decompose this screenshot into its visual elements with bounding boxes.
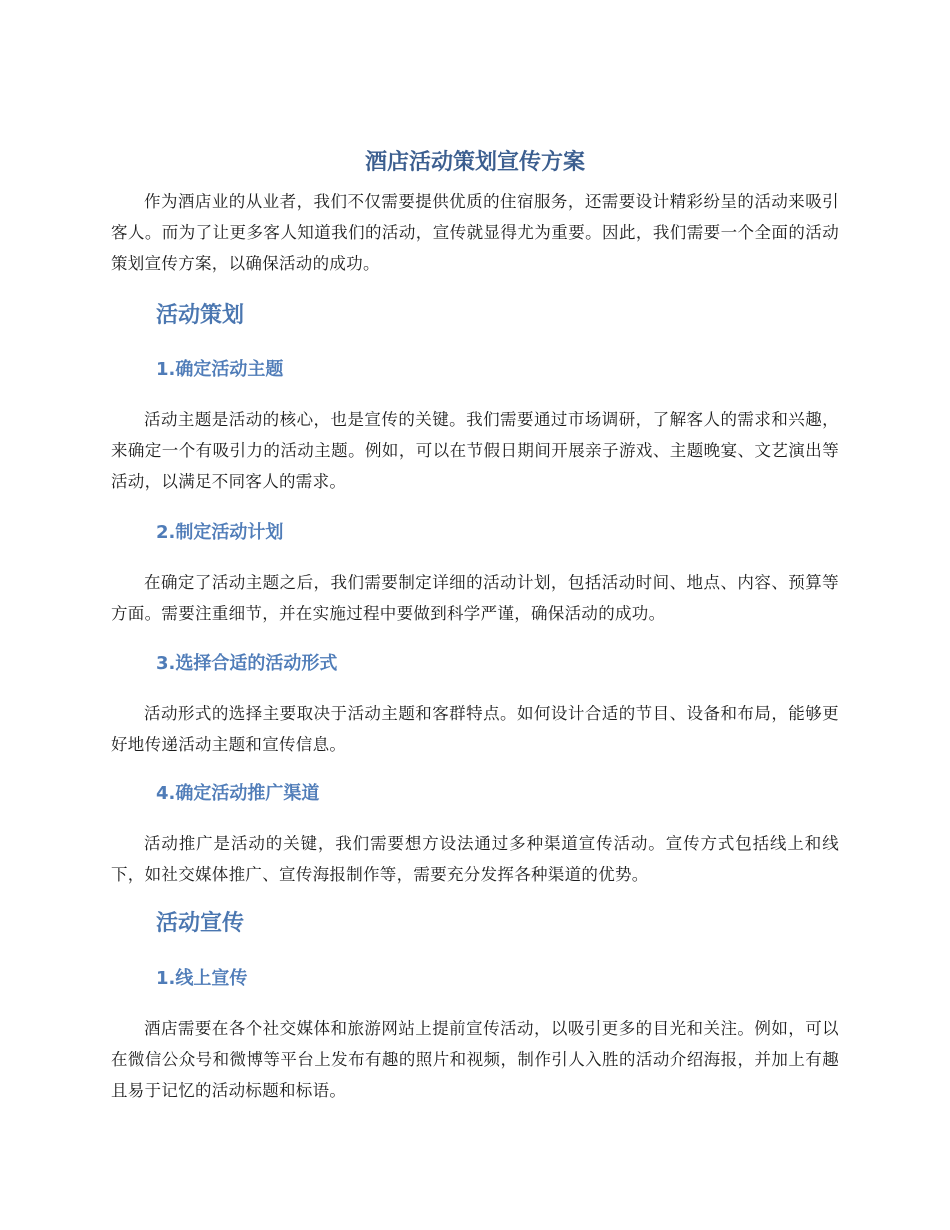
subsection-heading-plan: 2.制定活动计划 <box>156 522 284 543</box>
subsection-heading-online: 1.线上宣传 <box>156 968 248 989</box>
section-heading-promotion: 活动宣传 <box>156 911 245 936</box>
subsection-body-format: 活动形式的选择主要取决于活动主题和客群特点。如何设计合适的节目、设备和布局，能够更好地传递活动主题和宣传信息。 <box>111 704 839 754</box>
subsection-heading-format: 3.选择合适的活动形式 <box>156 653 338 674</box>
subsection-body-channels: 活动推广是活动的关键，我们需要想方设法通过多种渠道宣传活动。宣传方式包括线上和线下，如社交媒体推广、宣传海报制作等，需要充分发挥各种渠道的优势。 <box>111 834 839 884</box>
subsection-body-plan: 在确定了活动主题之后，我们需要制定详细的活动计划，包括活动时间、地点、内容、预算等方面。需要注重细节，并在实施过程中要做到科学严谨，确保活动的成功。 <box>111 573 839 623</box>
section-heading-planning: 活动策划 <box>156 303 245 328</box>
intro-paragraph: 作为酒店业的从业者，我们不仅需要提供优质的住宿服务，还需要设计精彩纷呈的活动来吸引客人。而为了让更多客人知道我们的活动，宣传就显得尤为重要。因此，我们需要一个全面的活动策划宣传方案，以确保活动的成功。 <box>111 192 839 273</box>
document-title: 酒店活动策划宣传方案 <box>364 150 585 175</box>
subsection-body-theme: 活动主题是活动的核心，也是宣传的关键。我们需要通过市场调研，了解客人的需求和兴趣，来确定一个有吸引力的活动主题。例如，可以在节假日期间开展亲子游戏、主题晚宴、文艺演出等活动，以满足不同客人的需求。 <box>111 410 839 491</box>
subsection-heading-theme: 1.确定活动主题 <box>156 359 284 380</box>
subsection-body-online: 酒店需要在各个社交媒体和旅游网站上提前宣传活动，以吸引更多的目光和关注。例如，可以在微信公众号和微博等平台上发布有趣的照片和视频，制作引人入胜的活动介绍海报，并加上有趣且易于记忆的活动标题和标语。 <box>111 1019 839 1100</box>
subsection-heading-channels: 4.确定活动推广渠道 <box>156 783 320 804</box>
